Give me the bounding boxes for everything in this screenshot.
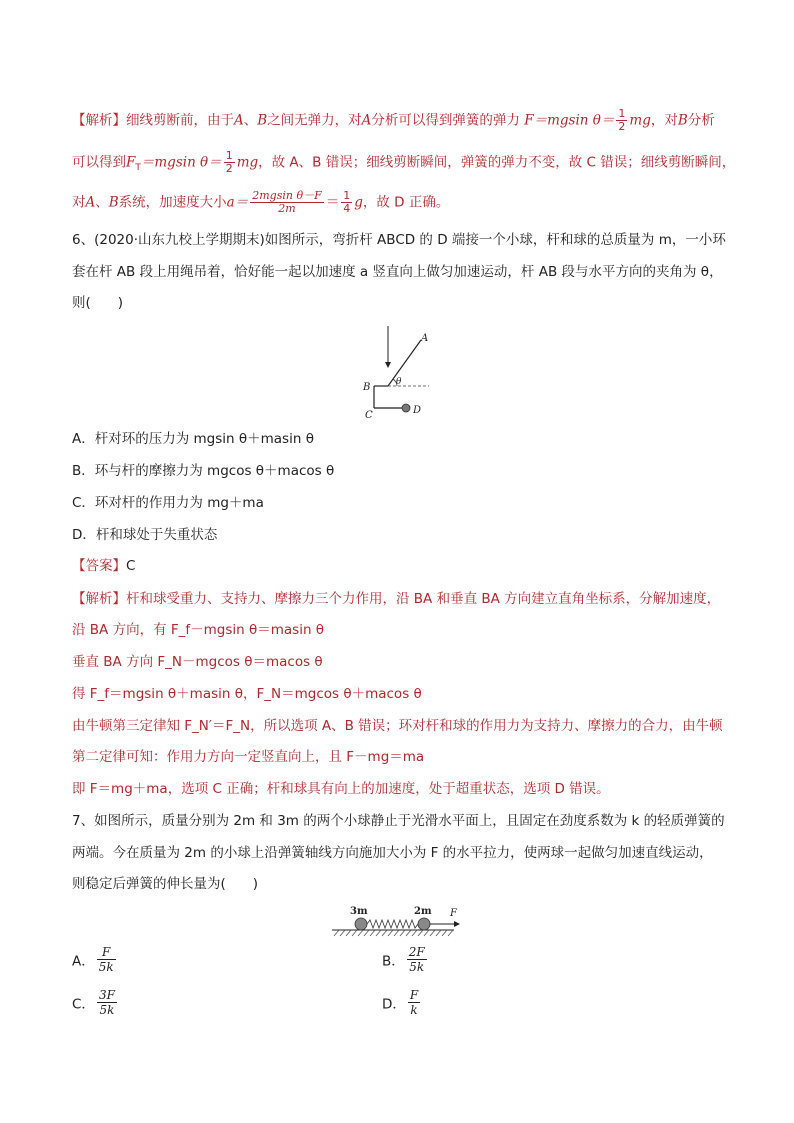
fraction-acceleration: $\frac{\text{2mgsin θ－F}}{2m}$ bbox=[252, 189, 322, 215]
q7-option-b: B． $\frac{2F}{5k}$ bbox=[382, 945, 425, 974]
q6-line1: 6、(2020·山东九校上学期期末)如图所示，弯折杆 ABCD 的 D 端接一个小球，杆和球的总质量为 m，一小环 bbox=[72, 232, 726, 248]
q7-option-d: D． $\frac{F}{k}$ bbox=[382, 988, 419, 1017]
label-2m: 2m bbox=[414, 906, 432, 917]
explain2-line6: 第二定律可知：作用力方向一定竖直向上，且 F－mg＝ma bbox=[72, 749, 425, 765]
q7-line1: 7、如图所示，质量分别为 2m 和 3m 的两个小球静止于光滑水平面上，且固定在劲度系数为 k 的轻质弹簧的 bbox=[72, 813, 725, 829]
explain2-line5: 由牛顿第三定律知 F_N′＝F_N，所以选项 A、B 错误；环对杆和球的作用力为支持力、摩擦力的合力，由牛顿 bbox=[72, 718, 723, 734]
q6-option-a: A．杆对环的压力为 mgsin θ＋masin θ bbox=[72, 431, 314, 447]
bent-rod-figure bbox=[355, 320, 445, 422]
q6-option-c: C．环对杆的作用力为 mg＋ma bbox=[72, 495, 264, 511]
fraction-one-half-2: $\frac{1}{2}$ bbox=[225, 149, 233, 175]
explain2-line4: 得 F_f＝mgsin θ＋masin θ，F_N＝mgcos θ＋macos θ bbox=[72, 686, 422, 702]
label-3m: 3m bbox=[350, 906, 368, 917]
q6-answer bbox=[72, 556, 724, 576]
label-theta: θ bbox=[396, 377, 402, 387]
explain1-line2: 可以得到$F_T=mgsin$ θ＝ $\frac{1}{2}$ mg，故 A、B 错误；细线剪断瞬间，弹簧的弹力不变，故 C 错误；细线剪断瞬间， bbox=[72, 149, 736, 175]
q6-line3: 则( ) bbox=[72, 295, 124, 311]
q6-line2: 套在杆 AB 段上用绳吊着，恰好能一起以加速度 a 竖直向上做匀加速运动，杆 AB 段与水平方向的夹角为 θ， bbox=[72, 264, 723, 280]
label-A: A bbox=[421, 333, 429, 344]
q6-option-b: B．环与杆的摩擦力为 mgcos θ＋macos θ bbox=[72, 463, 335, 479]
fraction-one-quarter: $\frac{1}{4}$ bbox=[343, 189, 351, 215]
explain1-tag: 【解析】 bbox=[72, 112, 126, 129]
explain2-line3: 垂直 BA 方向 F_N－mgcos θ＝macos θ bbox=[72, 654, 323, 670]
q7-option-a: A． $\frac{F}{5k}$ bbox=[72, 945, 114, 974]
explain2-line1: 【解析】杆和球受重力、支持力、摩擦力三个力作用，沿 BA 和垂直 BA 方向建立直角坐标系，分解加速度， bbox=[72, 591, 721, 607]
q7-line2: 两端。今在质量为 2m 的小球上沿弹簧轴线方向施加大小为 F 的水平拉力，使两球一起做匀加速直线运动， bbox=[72, 845, 713, 861]
q7-line3: 则稳定后弹簧的伸长量为( ) bbox=[72, 876, 259, 892]
explain2-line2: 沿 BA 方向，有 F_f－mgsin θ＝masin θ bbox=[72, 622, 325, 638]
explain2-tag: 【解析】 bbox=[72, 591, 126, 607]
answer-tag: 【答案】 bbox=[72, 558, 126, 574]
label-C: C bbox=[365, 410, 373, 421]
q7-option-c: C． $\frac{3F}{5k}$ bbox=[72, 988, 115, 1017]
explain1-line3: 对A、B系统，加速度大小a＝ $\frac{\text{2mgsin θ－F}}{2m}$ ＝ $\frac{1}{4}$ g，故 D 正确。 bbox=[72, 189, 450, 215]
explain1-line1: 【解析】细线剪断前，由于A、B之间无弹力，对A分析可以得到弹簧的弹力 F＝mgsin θ＝ $\frac{1}{2}$ mg，对B分析 bbox=[72, 107, 715, 133]
label-D: D bbox=[413, 405, 422, 416]
spring-balls-figure bbox=[330, 903, 465, 939]
explain2-line7: 即 F＝mg＋ma，选项 C 正确；杆和球具有向上的加速度，处于超重状态，选项 D 错误。 bbox=[72, 781, 610, 797]
label-F: F bbox=[450, 908, 457, 919]
answer-value: C bbox=[126, 558, 136, 574]
q6-option-d: D．杆和球处于失重状态 bbox=[72, 527, 218, 543]
label-B: B bbox=[363, 382, 371, 393]
fraction-one-half: $\frac{1}{2}$ bbox=[618, 107, 626, 133]
